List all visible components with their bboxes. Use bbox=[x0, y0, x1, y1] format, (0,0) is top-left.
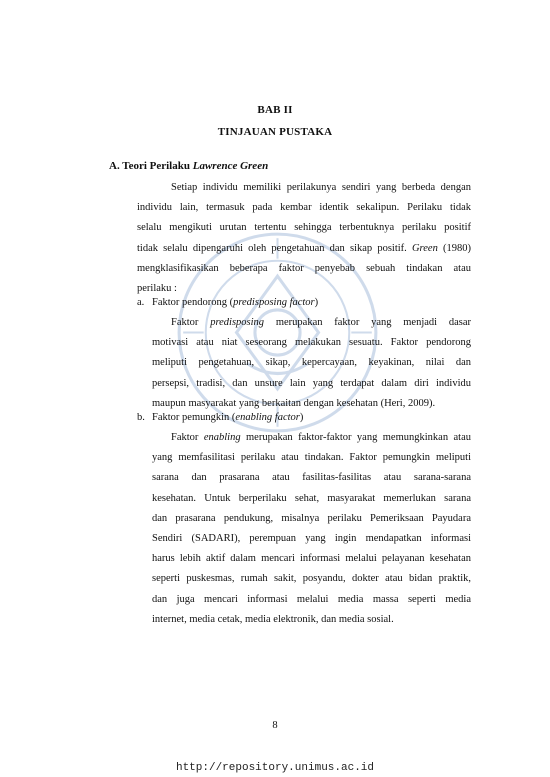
paragraph-line: maupun masyarakat yang berkaitan dengan kesehatan (Heri, 2009). bbox=[152, 397, 436, 409]
paragraph-line: individu lain, termasuk pada kembar identik sekalipun. Perilaku tidak bbox=[137, 202, 471, 214]
paragraph-line: Sendiri (SADARI), perempuan yang ingin mendapatkan informasi bbox=[152, 533, 471, 545]
paragraph-line: perilaku : bbox=[137, 283, 177, 295]
paragraph-line: kesehatan. Untuk berperilaku sehat, masyarakat memerlukan sarana bbox=[152, 492, 471, 504]
list-item-term: predisposing factor bbox=[233, 297, 315, 308]
paragraph-line: yang memfasilitasi perilaku atau tindakan. Faktor pemungkin meliputi bbox=[152, 452, 471, 464]
list-item-close: ) bbox=[299, 412, 304, 423]
paragraph-line: persepsi, tradisi, dan unsure lain yang terdapat dalam diri individu bbox=[152, 377, 471, 389]
list-item-label: Faktor pendorong ( bbox=[152, 297, 234, 308]
paragraph-line: sarana dan prasarana atau fasilitas-fasilitas atau sarana-sarana bbox=[152, 472, 471, 484]
paragraph-line: internet, media cetak, media elektronik, dan media sosial. bbox=[152, 613, 394, 625]
item-b-paragraph bbox=[152, 428, 471, 630]
paragraph-line: dan prasarana pendukung, misalnya perilaku Pemeriksaan Payudara bbox=[152, 512, 471, 524]
repository-url: http://repository.unimus.ac.id bbox=[175, 762, 375, 774]
item-a-paragraph bbox=[152, 313, 471, 414]
paragraph-line: motivasi atau niat seseorang melakukan sesuatu. Faktor pendorong bbox=[152, 337, 471, 349]
list-item-b-heading bbox=[137, 408, 303, 428]
chapter-number: BAB II bbox=[257, 104, 293, 116]
list-item-label: Faktor pemungkin ( bbox=[152, 412, 236, 423]
list-marker: a. bbox=[137, 297, 145, 308]
paragraph-line: meliputi pengetahuan, sikap, kepercayaan, keyakinan, nilai dan bbox=[152, 357, 471, 369]
paragraph-line: seperti puskesmas, rumah sakit, posyandu, dokter atau bidan praktik, bbox=[152, 573, 471, 585]
list-item-close: ) bbox=[314, 297, 319, 308]
page-number: 8 bbox=[272, 720, 278, 731]
section-heading bbox=[109, 160, 268, 172]
section-name: Lawrence Green bbox=[192, 160, 269, 172]
paragraph-line: Faktor enabling merupakan faktor-faktor yang memungkinkan atau bbox=[171, 432, 471, 443]
list-item-term: enabling factor bbox=[235, 412, 300, 423]
paragraph-line: dan juga mencari informasi melalui media massa seperti media bbox=[152, 593, 471, 605]
intro-paragraph bbox=[137, 178, 471, 299]
paragraph-line: Faktor predisposing merupakan faktor yang menjadi dasar bbox=[171, 317, 471, 328]
paragraph-line: tidak selalu dipengaruhi oleh pengetahuan dan sikap positif. Green (1980) bbox=[137, 242, 471, 254]
paragraph-line: harus lebih aktif dalam mencari informasi melalui pelayanan kesehatan bbox=[152, 553, 471, 565]
section-label: A. Teori Perilaku bbox=[109, 160, 190, 172]
list-item-a-heading bbox=[137, 293, 318, 313]
paragraph-line: mengklasifikasikan beberapa faktor penyebab sebuah tindakan atau bbox=[137, 262, 471, 274]
paragraph-line: selalu mengikuti urutan tertentu sehingga terbentuknya perilaku positif bbox=[137, 222, 471, 234]
list-marker: b. bbox=[137, 412, 145, 423]
paragraph-line: Setiap individu memiliki perilakunya sendiri yang berbeda dengan bbox=[171, 182, 471, 193]
chapter-title: TINJAUAN PUSTAKA bbox=[217, 126, 333, 138]
